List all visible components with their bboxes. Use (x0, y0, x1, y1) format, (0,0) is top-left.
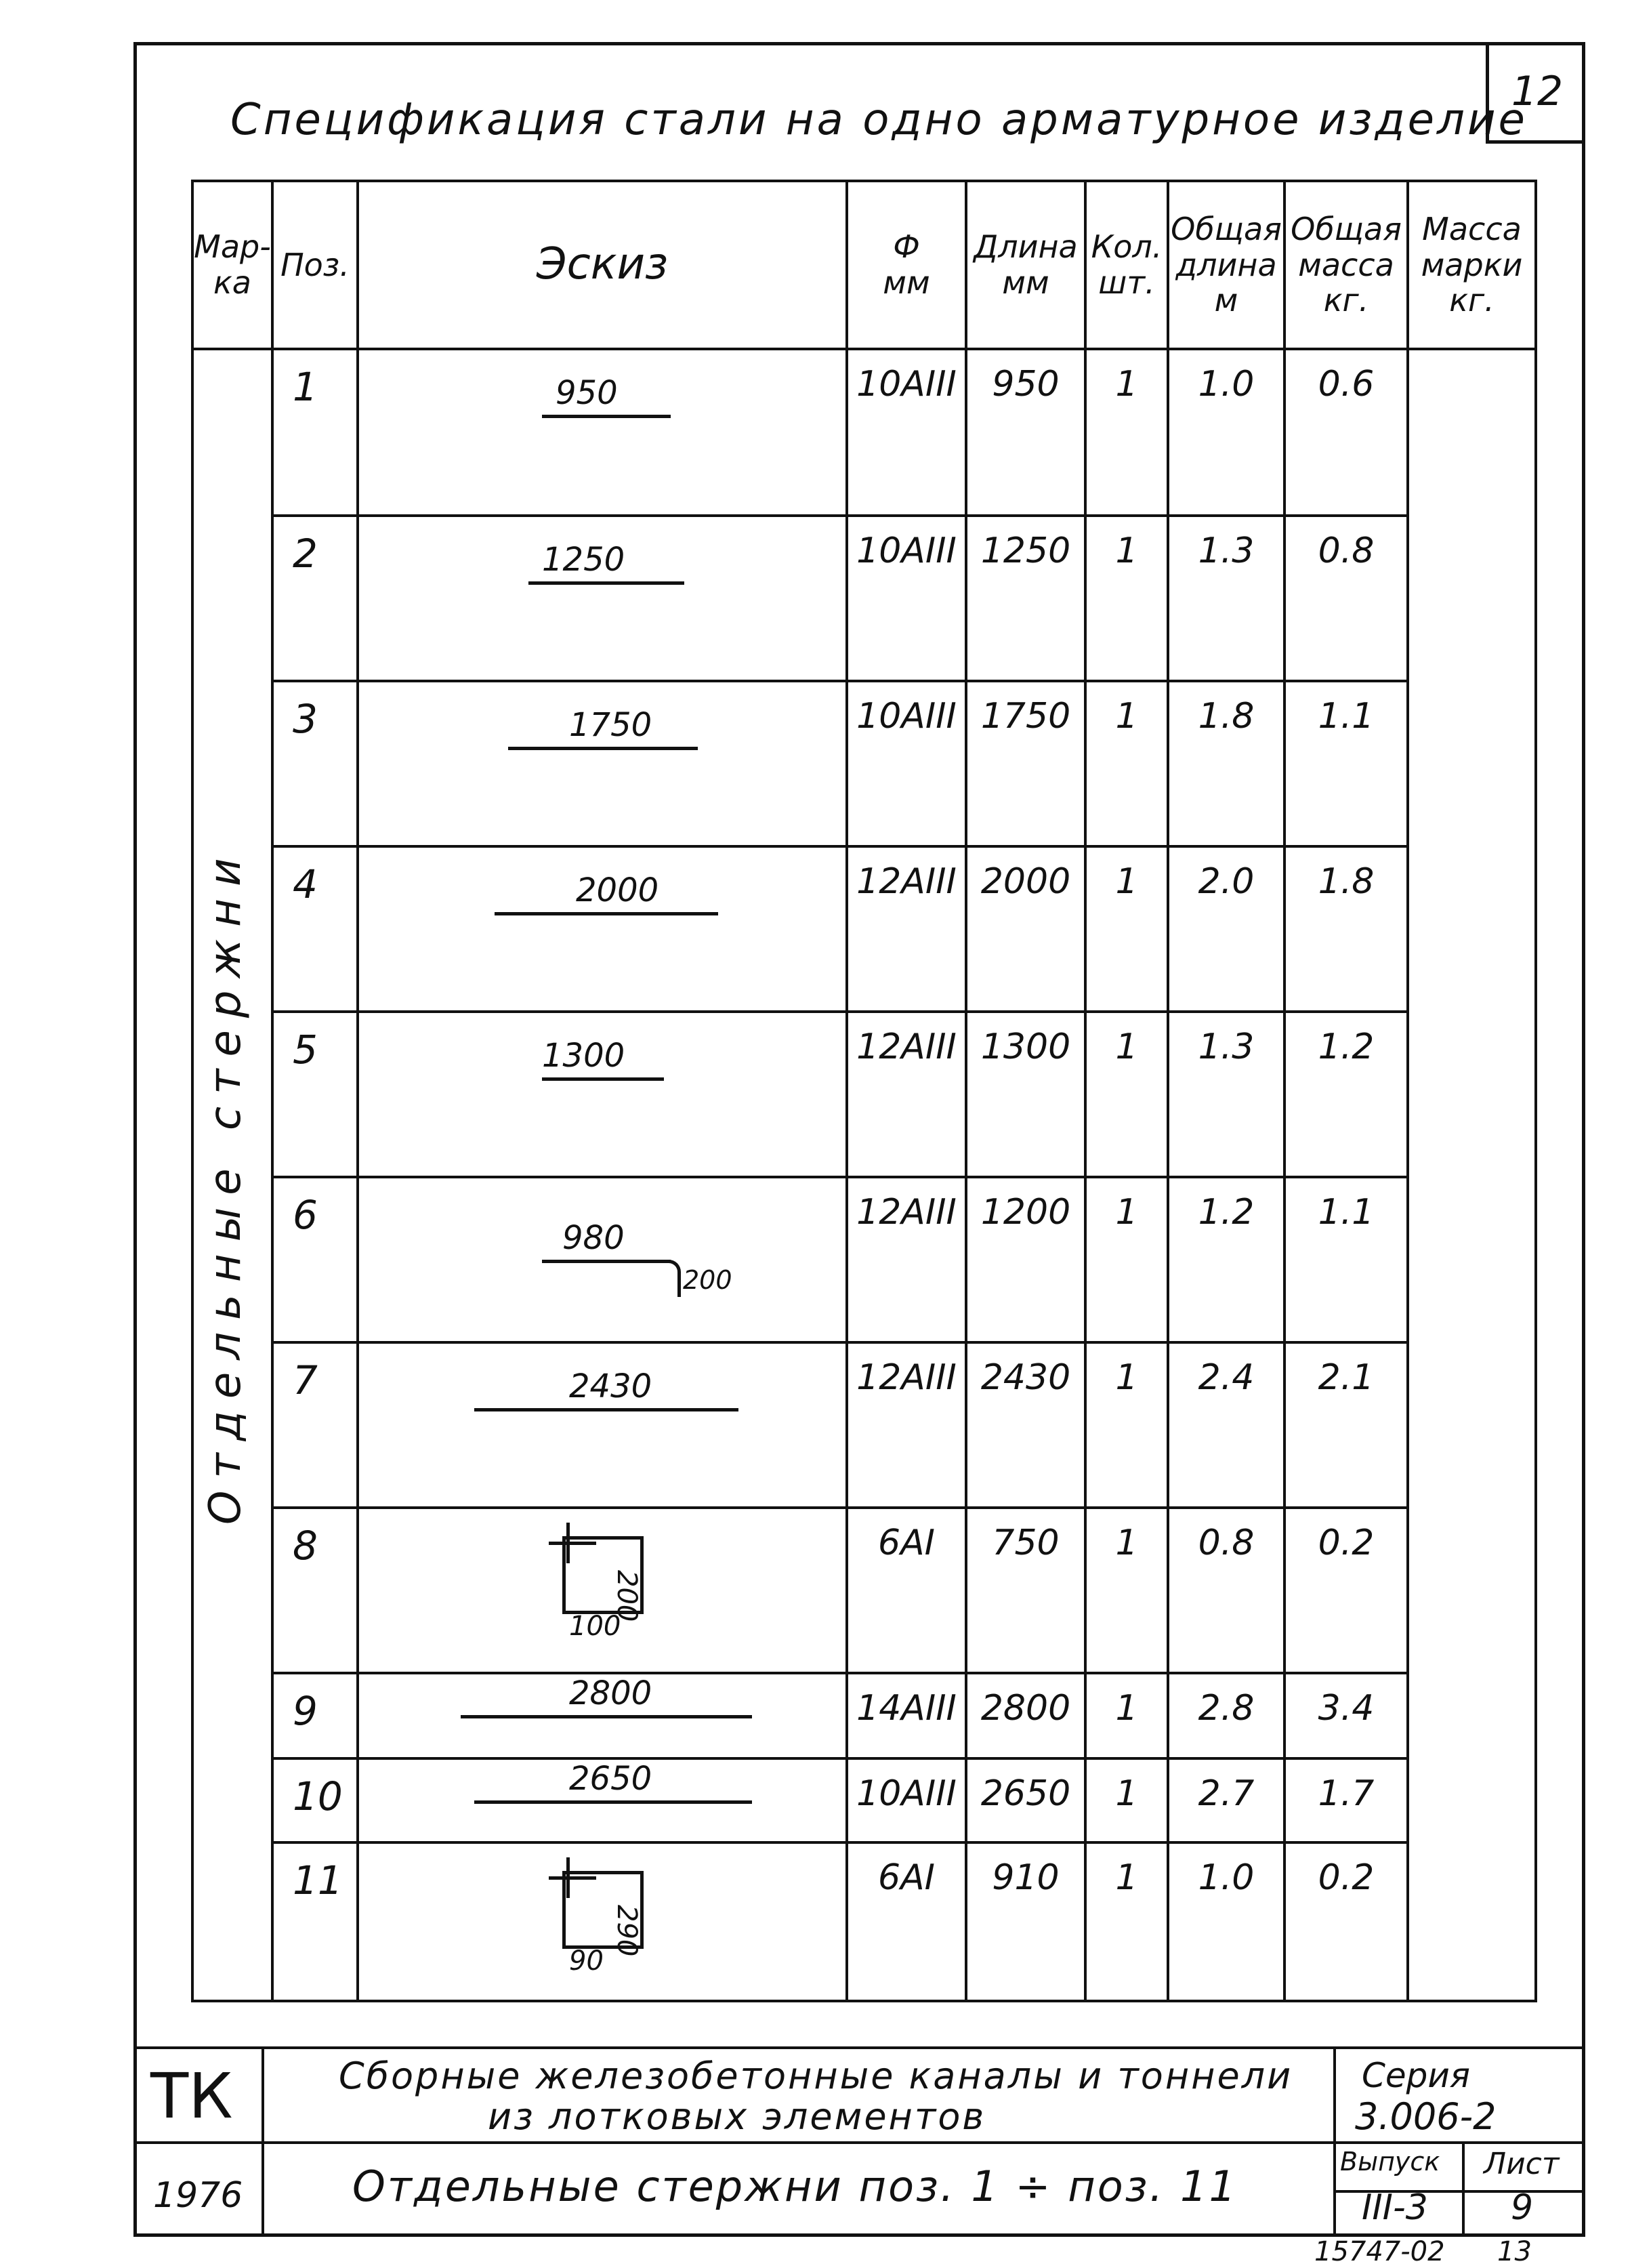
position-cell: 7 (272, 1342, 358, 1508)
sketch-hook-tick (566, 1857, 570, 1898)
quantity-cell (1085, 681, 1168, 846)
group-label: Отдельные стержни (201, 846, 251, 1525)
sketch-bar (508, 747, 698, 750)
total-length-cell (1168, 349, 1284, 516)
total-mass-cell-value: 1.8 (1318, 861, 1375, 902)
diameter-cell-value: 6АI (878, 1523, 935, 1563)
total-length-cell-value: 1.0 (1198, 1857, 1255, 1898)
position-cell: 9 (272, 1673, 358, 1758)
diameter-cell (847, 1177, 966, 1342)
total-mass-cell-value: 1.1 (1318, 696, 1375, 737)
quantity-cell-value: 1 (1115, 1857, 1138, 1898)
header-quantity-unit: шт. (1098, 264, 1155, 301)
position-cell: 5 (272, 1012, 358, 1177)
quantity-cell-value: 1 (1115, 531, 1138, 571)
stamp-sheet-value: 9 (1511, 2187, 1534, 2228)
length-cell-value: 1200 (980, 1192, 1071, 1233)
length-cell-value: 2000 (980, 861, 1071, 902)
diameter-cell (847, 681, 966, 846)
quantity-cell-value: 1 (1115, 1523, 1138, 1563)
total-mass-cell (1284, 846, 1408, 1012)
total-length-cell-value: 2.0 (1198, 861, 1255, 902)
quantity-cell (1085, 846, 1168, 1012)
total-mass-cell (1284, 349, 1408, 516)
total-mass-cell-value: 3.4 (1318, 1688, 1375, 1729)
sketch-bar (542, 1260, 671, 1263)
sketch-cell (358, 1673, 847, 1758)
length-cell-value: 1750 (980, 696, 1071, 737)
total-length-cell-value: 1.8 (1198, 696, 1255, 737)
position-cell: 1 (272, 349, 358, 516)
length-cell (966, 1012, 1085, 1177)
sketch-bar (474, 1800, 752, 1804)
total-length-cell-value: 1.0 (1198, 364, 1255, 405)
quantity-cell-value: 1 (1115, 1688, 1138, 1729)
total-mass-cell (1284, 516, 1408, 681)
diameter-cell (847, 349, 966, 516)
header-sketch-label: Эскиз (536, 239, 669, 290)
sketch-cell (358, 1508, 847, 1673)
quantity-cell (1085, 1508, 1168, 1673)
diameter-cell-value: 12АIII (856, 861, 957, 902)
total-mass-cell (1284, 1012, 1408, 1177)
header-diameter-top: Ф (893, 228, 920, 266)
quantity-cell-value: 1 (1115, 1192, 1138, 1233)
diameter-cell (847, 1342, 966, 1508)
total-length-cell-value: 0.8 (1198, 1523, 1255, 1563)
total-mass-cell-value: 2.1 (1318, 1357, 1375, 1398)
sketch-dimension: 2430 (569, 1367, 652, 1405)
sketch-cell (358, 846, 847, 1012)
position-cell: 6 (272, 1177, 358, 1342)
total-mass-cell-value: 0.8 (1318, 531, 1375, 571)
total-length-cell (1168, 516, 1284, 681)
total-length-cell-value: 1.3 (1198, 531, 1255, 571)
sketch-hook-tick (549, 1542, 596, 1545)
length-cell-value: 1250 (980, 531, 1071, 571)
sketch-dimension-b: 200 (683, 1265, 732, 1295)
sketch-cell (358, 681, 847, 846)
sketch-cell (358, 516, 847, 681)
sketch-dimension: 950 (556, 374, 618, 412)
header-mark-mass-unit: кг. (1449, 282, 1495, 319)
position-cell: 11 (272, 1842, 358, 2001)
header-length-unit: мм (1002, 264, 1049, 301)
mark-mass-cell (1408, 349, 1536, 2001)
sketch-cell (358, 1842, 847, 2001)
header-pos (272, 181, 358, 349)
diameter-cell-value: 10АIII (856, 531, 957, 571)
sketch-cell (358, 1012, 847, 1177)
sketch-cell (358, 349, 847, 516)
sketch-dimension: 1750 (569, 706, 652, 744)
sketch-dimension: 2800 (569, 1674, 652, 1712)
total-length-cell (1168, 1177, 1284, 1342)
quantity-cell-value: 1 (1115, 861, 1138, 902)
diameter-cell-value: 12АIII (856, 1192, 957, 1233)
sheet-number: 12 (1511, 67, 1564, 115)
diameter-cell-value: 12АIII (856, 1357, 957, 1398)
length-cell (966, 681, 1085, 846)
sketch-dimension: 90 (569, 1945, 604, 1977)
quantity-cell (1085, 1758, 1168, 1842)
total-length-cell-value: 2.8 (1198, 1688, 1255, 1729)
quantity-cell-value: 1 (1115, 1773, 1138, 1814)
stamp-series-value: 3.006-2 (1355, 2095, 1497, 2138)
sketch-hook-tick (549, 1876, 596, 1880)
header-mark-mass (1408, 181, 1536, 349)
diameter-cell-value: 12АIII (856, 1027, 957, 1067)
stamp-year: 1976 (153, 2175, 243, 2216)
diameter-cell-value: 10АIII (856, 696, 957, 737)
header-total-mass-unit: кг. (1323, 282, 1369, 319)
quantity-cell-value: 1 (1115, 696, 1138, 737)
table-row (192, 1842, 1536, 2001)
table-row (192, 1012, 1536, 1177)
diameter-cell (847, 1673, 966, 1758)
diameter-cell (847, 1508, 966, 1673)
page-title: Спецификация стали на одно арматурное изделие (230, 95, 1528, 145)
total-mass-cell (1284, 1842, 1408, 2001)
quantity-cell (1085, 349, 1168, 516)
stamp-issue-label: Выпуск (1340, 2147, 1440, 2177)
sketch-dimension: 2000 (576, 871, 659, 909)
position-cell: 8 (272, 1508, 358, 1673)
total-length-cell (1168, 1842, 1284, 2001)
total-mass-cell-value: 0.2 (1318, 1523, 1375, 1563)
header-total-length-unit: м (1214, 282, 1238, 319)
total-length-cell (1168, 1758, 1284, 1842)
header-length (966, 181, 1085, 349)
stamp-sheet-label: Лист (1484, 2147, 1560, 2181)
total-length-cell (1168, 1508, 1284, 1673)
length-cell (966, 349, 1085, 516)
footer-code: 15747-02 (1314, 2236, 1445, 2267)
table-row (192, 1508, 1536, 1673)
sketch-dimension: 980 (562, 1219, 625, 1257)
quantity-cell-value: 1 (1115, 364, 1138, 405)
diameter-cell (847, 1758, 966, 1842)
position-cell: 4 (272, 846, 358, 1012)
header-row (192, 181, 1536, 349)
quantity-cell (1085, 1342, 1168, 1508)
header-mark-mass-top: Масса марки (1421, 210, 1523, 283)
sketch-dimension: 1300 (542, 1037, 625, 1075)
diameter-cell-value: 6АI (878, 1857, 935, 1898)
header-total-mass-top: Общая масса (1291, 210, 1402, 283)
stamp-title-line2: из лотковых элементов (488, 2095, 986, 2138)
total-length-cell (1168, 1012, 1284, 1177)
total-length-cell-value: 2.4 (1198, 1357, 1255, 1398)
total-mass-cell (1284, 1673, 1408, 1758)
quantity-cell (1085, 516, 1168, 681)
position-cell: 10 (272, 1758, 358, 1842)
marka-cell (192, 349, 272, 2001)
table-row (192, 1342, 1536, 1508)
diameter-cell (847, 1842, 966, 2001)
sketch-dimension: 100 (569, 1611, 621, 1642)
diameter-cell (847, 516, 966, 681)
total-mass-cell (1284, 1177, 1408, 1342)
position-cell: 2 (272, 516, 358, 681)
total-length-cell-value: 2.7 (1198, 1773, 1255, 1814)
quantity-cell-value: 1 (1115, 1027, 1138, 1067)
length-cell-value: 750 (992, 1523, 1060, 1563)
length-cell-value: 950 (992, 364, 1060, 405)
header-diameter-unit: мм (883, 264, 930, 301)
sketch-dimension-b: 290 (611, 1905, 642, 1957)
stamp-issue-value: III-3 (1362, 2187, 1428, 2228)
length-cell-value: 2800 (980, 1688, 1071, 1729)
position-cell: 3 (272, 681, 358, 846)
quantity-cell-value: 1 (1115, 1357, 1138, 1398)
total-length-cell (1168, 846, 1284, 1012)
sketch-bar (474, 1408, 738, 1411)
total-mass-cell-value: 1.1 (1318, 1192, 1375, 1233)
table-row (192, 1758, 1536, 1842)
header-total-length (1168, 181, 1284, 349)
quantity-cell (1085, 1673, 1168, 1758)
header-quantity (1085, 181, 1168, 349)
sketch-cell (358, 1342, 847, 1508)
length-cell-value: 910 (992, 1857, 1060, 1898)
sketch-bar (542, 415, 671, 418)
stamp-subtitle: Отдельные стержни поз. 1 ÷ поз. 11 (352, 2162, 1238, 2211)
total-length-cell (1168, 1673, 1284, 1758)
sketch-bar (528, 581, 684, 585)
header-pos-label: Поз. (280, 246, 350, 283)
total-length-cell-value: 1.3 (1198, 1027, 1255, 1067)
length-cell (966, 1758, 1085, 1842)
header-diameter (847, 181, 966, 349)
sketch-bar (461, 1715, 752, 1718)
length-cell (966, 846, 1085, 1012)
total-length-cell-value: 1.2 (1198, 1192, 1255, 1233)
header-sketch (358, 181, 847, 349)
diameter-cell (847, 846, 966, 1012)
header-total-length-top: Общая длина (1171, 210, 1282, 283)
title-block (135, 2046, 1585, 2237)
diameter-cell-value: 10АIII (856, 364, 957, 405)
total-mass-cell-value: 1.7 (1318, 1773, 1375, 1814)
table-row (192, 349, 1536, 516)
total-mass-cell (1284, 1342, 1408, 1508)
total-mass-cell-value: 0.2 (1318, 1857, 1375, 1898)
total-mass-cell-value: 0.6 (1318, 364, 1375, 405)
length-cell-value: 2430 (980, 1357, 1071, 1398)
quantity-cell (1085, 1177, 1168, 1342)
table-row (192, 1673, 1536, 1758)
total-length-cell (1168, 1342, 1284, 1508)
quantity-cell (1085, 1012, 1168, 1177)
length-cell (966, 1177, 1085, 1342)
sketch-dimension: 2650 (569, 1760, 652, 1798)
stamp-series-label: Серия (1362, 2056, 1470, 2095)
header-length-top: Длина (974, 228, 1078, 266)
sketch-hook-tick (566, 1523, 570, 1563)
diameter-cell-value: 14АIII (856, 1688, 957, 1729)
sketch-hook (665, 1260, 681, 1297)
table-row (192, 681, 1536, 846)
sketch-dimension: 1250 (542, 541, 625, 579)
total-mass-cell (1284, 1758, 1408, 1842)
table-row (192, 516, 1536, 681)
total-length-cell (1168, 681, 1284, 846)
sketch-cell (358, 1758, 847, 1842)
diameter-cell-value: 10АIII (856, 1773, 957, 1814)
header-total-mass (1284, 181, 1408, 349)
length-cell (966, 1342, 1085, 1508)
sketch-bar (495, 912, 718, 915)
stamp-org: ТК (150, 2060, 233, 2132)
diameter-cell (847, 1012, 966, 1177)
total-mass-cell (1284, 1508, 1408, 1673)
length-cell (966, 1842, 1085, 2001)
header-marka (192, 181, 272, 349)
footer-page: 13 (1497, 2236, 1532, 2267)
header-quantity-top: Кол. (1091, 228, 1163, 266)
sketch-bar (542, 1077, 664, 1081)
length-cell (966, 1673, 1085, 1758)
total-mass-cell (1284, 681, 1408, 846)
total-mass-cell-value: 1.2 (1318, 1027, 1375, 1067)
quantity-cell (1085, 1842, 1168, 2001)
sketch-dimension-b: 200 (611, 1570, 642, 1622)
spec-table (191, 180, 1537, 2002)
length-cell (966, 1508, 1085, 1673)
length-cell-value: 2650 (980, 1773, 1071, 1814)
header-marka-label: Мар-ка (194, 228, 271, 301)
sketch-cell (358, 1177, 847, 1342)
stamp-title-line1: Сборные железобетонные каналы и тоннели (339, 2055, 1293, 2097)
length-cell (966, 516, 1085, 681)
table-row (192, 1177, 1536, 1342)
length-cell-value: 1300 (980, 1027, 1071, 1067)
table-row (192, 846, 1536, 1012)
